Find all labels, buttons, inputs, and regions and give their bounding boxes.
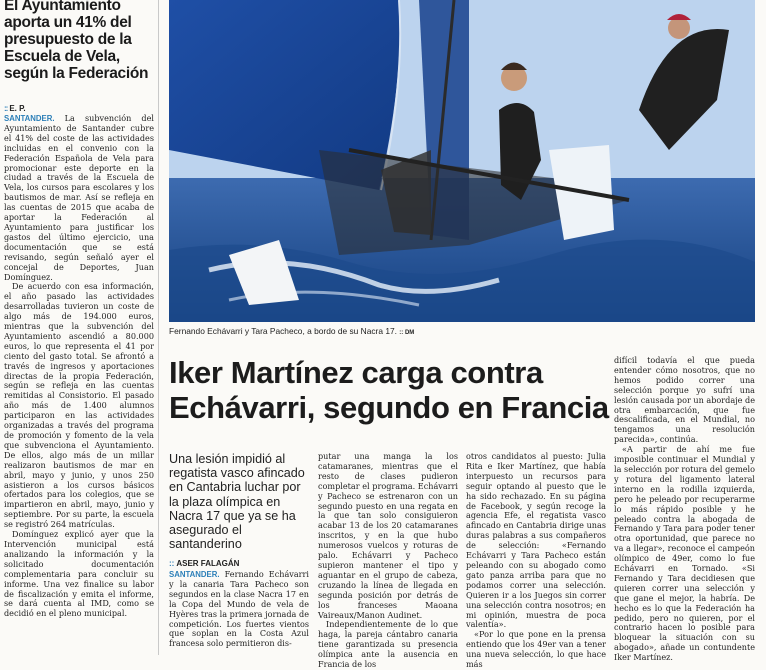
photo-credit: :: DM bbox=[399, 330, 415, 336]
sidebar-paragraph: De acuerdo con esa información, el año pasado las actividades desarrolladas tuvieron un coste de algo más de 194.000 euros, mientras que la subvención del Ayuntamiento ascendió a 80.000 euros, lo que representa el 41 por ciento del gasto total. Se afrontó a través de ingresos y aportaciones directas de la propia Federación, según se refleja en las cuentas remitidas al Consistorio. El pasado año más de 1.400 alumnos participaron en las actividades organizadas a través del programa de promoción y fomento de la vela que subvenciona el Ayuntamiento. De ellos, algo más de un millar realizaron bautismos de mar en abril, mayo y junio, y unos 250 asistieron a los cursos básicos ofertados para los colegios, que se impartieron en abril, mayo, junio y septiembre. Por su parte, la escuela se registró 264 matrículas. bbox=[4, 281, 154, 530]
article-paragraph: SANTANDER. Fernando Echávarri y la canaria Tara Pacheco son segundos en la clase Nacra 17 en la Copa del Mundo de vela de Hyères tras la primera jornada de competición. Los fuertes vientos que soplan en la Costa Azul francesa solo permitieron dis- bbox=[169, 569, 309, 649]
sailing-photo bbox=[169, 0, 755, 322]
article-byline bbox=[169, 559, 309, 568]
sidebar-author: E. P. bbox=[9, 104, 26, 113]
article-paragraph: «A partir de ahí me fue imposible continuar el Mundial y la selección por rotura del gemelo y rotura del ligamento lateral interno en la rodilla izquierda, pero he peleado por recuperarme lo más rápido posible y he peleado contra la abogada de Fernando y Tara para poder tener otra oportunidad, que parece no va a llegar», reconoce el campeón olímpico de 49er, como lo fue Echávarri en Tornado. «Si Fernando y Tara decidiesen que quieren correr una selección y que gane el mejor, la habría. De hecho es lo que la Federación ha pedido, pero no quieren, por el contrario hacen lo posible para bloquear la situación con su abogado», añade un contundente Iker Martínez. bbox=[614, 444, 755, 663]
article-column-2 bbox=[318, 452, 458, 670]
sidebar-body bbox=[4, 114, 154, 619]
column-divider bbox=[158, 0, 159, 655]
article-paragraph: difícil todavía el que pueda entender cómo nosotros, que no hemos podido correr una selección porque yo sufrí una lesión causada por un abordaje de otra embarcación, que fue descalificada, en el Mundial, no tengamos una resolución parecida», continúa. bbox=[614, 355, 756, 445]
sidebar-paragraph: Domínguez explicó ayer que la Intervención municipal está analizando la información y la solicitado documentación complementaria para concluir su informe. Una vez finalice su labor de fiscalización y emita el informe, se dará cuenta al IMD, como se decidió en el pleno municipal. bbox=[4, 529, 154, 619]
article-paragraph: «Por lo que pone en la prensa entiendo que los 49er van a tener una nueva selección, lo que hace más bbox=[466, 629, 606, 670]
article-paragraph: Independientemente de lo que haga, la pareja cántabro canaria tiene garantizada su presencia olímpica ante la ausencia en Francia de los bbox=[318, 619, 458, 670]
byline-marker: :: bbox=[4, 104, 8, 113]
sidebar-byline bbox=[4, 104, 154, 113]
sidebar-paragraph: SANTANDER. La subvención del Ayuntamiento de Santander cubre el 41% del coste de las actividades incluidas en el convenio con la Federación Española de Vela para promocionar este deporte en la ciudad a través de la Escuela de Vela, los cursos para escolares y los bautismos de mar. Así se refleja en las cuentas de 2015 que acaba de aportar la Federación al Ayuntamiento para justificar los gastos del último ejercicio, una documentación que se está revisando, según señaló ayer el concejal de Deportes, Juan Domínguez. bbox=[4, 113, 154, 282]
photo-caption bbox=[169, 326, 755, 336]
caption-text: Fernando Echávarri y Tara Pacheco, a bordo de su Nacra 17. bbox=[169, 326, 397, 336]
article-paragraph: otros candidatos al puesto: Julia Rita e Iker Martínez, que había interpuesto un recursos para seguir optando al puesto que le ha sido rechazado. En su página de Facebook, y según recoge la agencia Efe, el regatista vasco afincado en Cantabria dirige unas duras palabras a sus compañeros de selección: «Fernando Echávarri y Tara Pacheco están peleando con su abogado como gato panza arriba para que no podamos correr una selección. Quieren ir a los Juegos sin correr una selección contra nosotros; en mi opinión, muestra de poca valentía». bbox=[466, 451, 606, 630]
article-headline: Iker Martínez carga contra Echávarri, segundo en Francia bbox=[169, 355, 609, 425]
article-city: SANTANDER. bbox=[169, 570, 220, 579]
article-paragraph: putar una manga la los catamaranes, mientras que el resto de clases pudieron completar el programa. Echávarri y Pacheco se estrenaron con un segundo puesto en una regata en la que tan solo consiguieron acabar 13 de los 20 catamaranes inscritos, y en la que hubo numerosos vuelcos y roturas de palo. Echávarri y Pacheco supieron mantener el tipo y aguantar en el grupo de cabeza, cruzando la línea de llegada en segunda posición por detrás de los franceses Maoana Vaireaux/Manon Audinet. bbox=[318, 451, 458, 620]
article-column-3 bbox=[466, 452, 606, 670]
article-column-4 bbox=[614, 356, 755, 663]
article-lead: Una lesión impidió al regatista vasco afincado en Cantabria luchar por la plaza olímpica en Nacra 17 que ya se ha asegurado el santanderino bbox=[169, 452, 305, 552]
sidebar-headline: El Ayuntamiento aporta un 41% del presupuesto de la Escuela de Vela, según la Federación bbox=[4, 0, 149, 82]
article-author: ASER FALAGÁN bbox=[176, 559, 240, 568]
byline-marker: :: bbox=[169, 559, 175, 568]
sidebar-article bbox=[4, 0, 154, 655]
sidebar-city: SANTANDER. bbox=[4, 114, 55, 123]
article-column-1 bbox=[169, 570, 309, 649]
catamaran-illustration bbox=[169, 0, 755, 322]
